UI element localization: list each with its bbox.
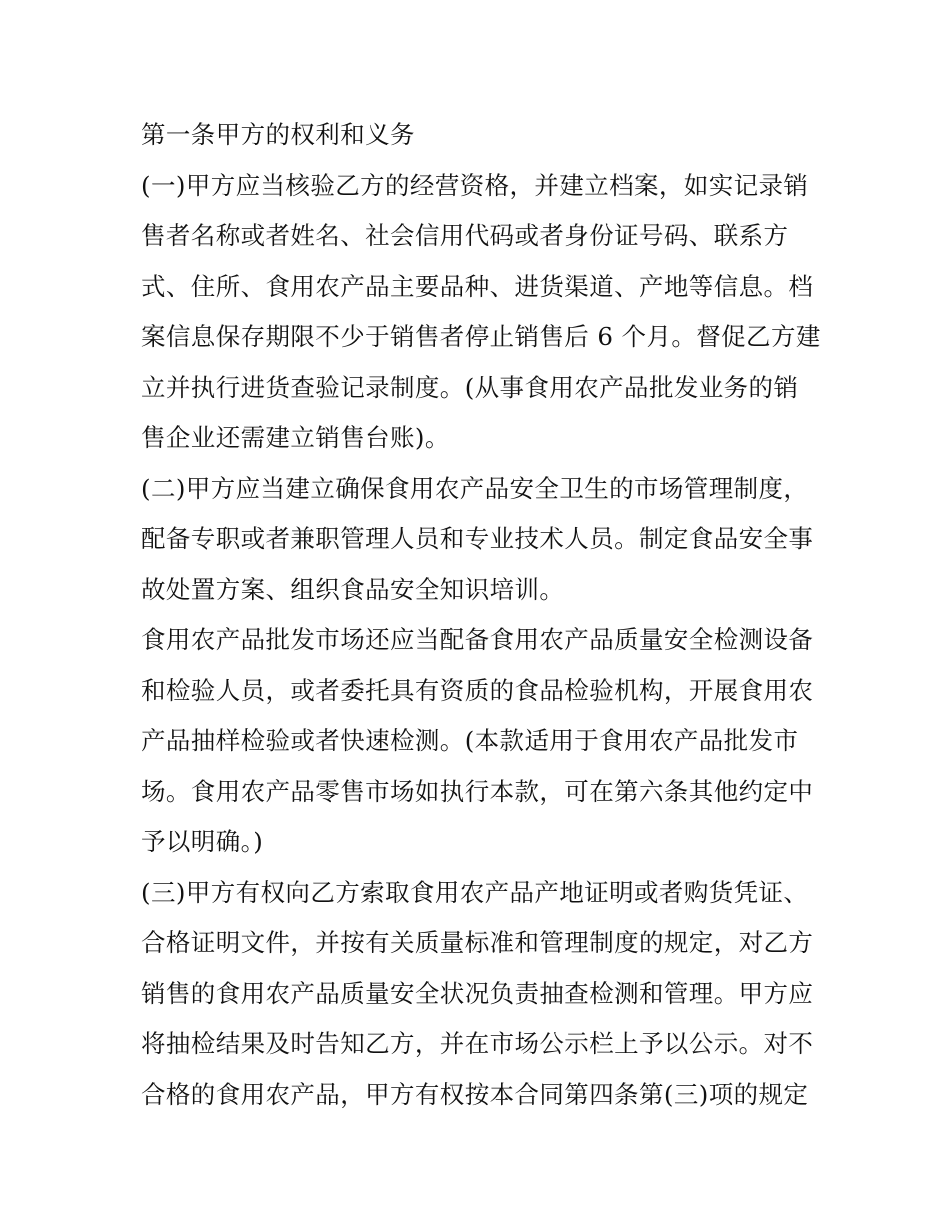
text-line: 予以明确。): [141, 827, 264, 856]
text-line: 故处置方案、组织食品安全知识培训。: [141, 574, 565, 604]
text-line: 合格证明文件，并按有关质量标准和管理制度的规定，对乙方: [141, 928, 814, 957]
text-line: (二)甲方应当建立确保食用农产品安全卫生的市场管理制度，: [141, 473, 809, 503]
text-line: 场。食用农产品零售市场如执行本款，可在第六条其他约定中: [141, 776, 814, 806]
text-line: 立并执行进货查验记录制度。(从事食用农产品批发业务的销: [141, 372, 799, 402]
text-line: 售者名称或者姓名、社会信用代码或者身份证号码、联系方: [141, 221, 789, 250]
text-line: 售企业还需建立销售台账)。: [141, 423, 450, 452]
text-line: 案信息保存期限不少于销售者停止销售后 6 个月。督促乙方建: [141, 322, 821, 351]
text-line: (一)甲方应当核验乙方的经营资格，并建立档案，如实记录销: [141, 170, 809, 200]
text-line: 产品抽样检验或者快速检测。(本款适用于食用农产品批发市: [141, 726, 799, 755]
text-line: 配备专职或者兼职管理人员和专业技术人员。制定食品安全事: [141, 524, 814, 553]
text-line: 销售的食用农产品质量安全状况负责抽查检测和管理。甲方应: [141, 978, 814, 1008]
text-line: 式、住所、食用农产品主要品种、进货渠道、产地等信息。档: [141, 271, 814, 301]
text-line: (三)甲方有权向乙方索取食用农产品产地证明或者购货凭证、: [141, 877, 809, 907]
section-heading: 第一条甲方的权利和义务: [141, 120, 415, 149]
text-line: 和检验人员，或者委托具有资质的食品检验机构，开展食用农: [141, 675, 814, 705]
text-line: 合格的食用农产品，甲方有权按本合同第四条第(三)项的规定: [141, 1079, 809, 1109]
document-body: [141, 110, 821, 1120]
text-line: 将抽检结果及时告知乙方，并在市场公示栏上予以公示。对不: [141, 1029, 814, 1058]
text-line: 食用农产品批发市场还应当配备食用农产品质量安全检测设备: [141, 625, 814, 654]
